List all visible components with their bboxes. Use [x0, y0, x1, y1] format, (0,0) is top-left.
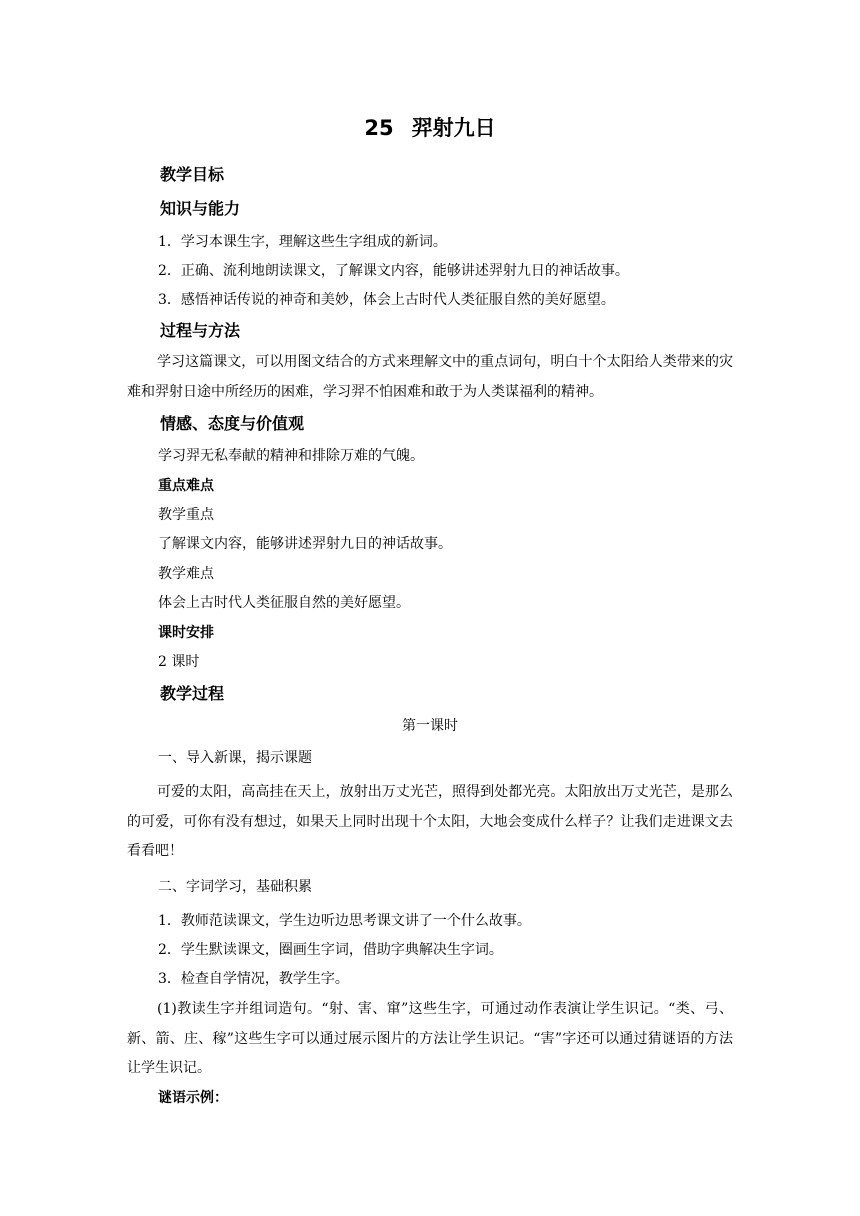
section-2-heading: 二、字词学习，基础积累: [158, 879, 312, 895]
heading-schedule: 课时安排: [158, 625, 214, 641]
section-2-item-1: 1．教师范读课文，学生边听边思考课文讲了一个什么故事。: [158, 913, 531, 929]
teaching-difficulty-text: 体会上古时代人类征服自然的美好愿望。: [158, 595, 410, 611]
section-2-item-3: 3．检查自学情况，教学生字。: [158, 971, 349, 987]
section-1-text: 可爱的太阳，高高挂在天上，放射出万丈光芒，照得到处都光亮。太阳放出万丈光芒，是那么的可爱，可你有没有想过，如果天上同时出现十个太阳，大地会变成什么样子？让我们走进课文去看看吧！: [127, 784, 733, 859]
heading-knowledge-ability: 知识与能力: [160, 199, 241, 218]
section-2-item-2: 2．学生默读课文，圈画生字词，借助字典解决生字词。: [158, 942, 503, 958]
heading-emotion-values: 情感、态度与价值观: [160, 414, 305, 433]
schedule-text: 2 课时: [158, 654, 200, 670]
section-1-heading: 一、导入新课，揭示课题: [158, 750, 312, 766]
teaching-focus-label: 教学重点: [158, 507, 214, 523]
first-lesson-title: 第一课时: [402, 718, 458, 734]
knowledge-item-3: 3．感悟神话传说的神奇和美妙，体会上古时代人类征服自然的美好愿望。: [158, 292, 615, 308]
knowledge-item-1: 1．学习本课生字，理解这些生字组成的新词。: [158, 234, 447, 250]
heading-key-difficulties: 重点难点: [158, 478, 214, 494]
heading-teaching-process: 教学过程: [160, 684, 225, 703]
lesson-number: 25: [364, 116, 394, 140]
lesson-title-text: 羿射九日: [411, 116, 496, 140]
knowledge-item-2: 2．正确、流利地朗读课文，了解课文内容，能够讲述羿射九日的神话故事。: [158, 263, 629, 279]
teaching-difficulty-label: 教学难点: [158, 566, 214, 582]
section-2-detail: (1)教读生字并组词造句。“射、害、窜”这些生字，可通过动作表演让学生识记。“类、弓、新、箭、庄、稼”这些生字可以通过展示图片的方法让学生识记。“害”字还可以通过猜谜语的方法让学生识记。: [127, 1001, 733, 1076]
lesson-title: [0, 114, 860, 142]
process-method-text: 学习这篇课文，可以用图文结合的方式来理解文中的重点词句，明白十个太阳给人类带来的灾难和羿射日途中所经历的困难，学习羿不怕困难和敢于为人类谋福利的精神。: [127, 354, 733, 400]
emotion-values-text: 学习羿无私奉献的精神和排除万难的气魄。: [158, 448, 424, 464]
heading-process-method: 过程与方法: [160, 321, 241, 340]
heading-teaching-goals: 教学目标: [160, 165, 225, 184]
riddle-example-label: 谜语示例：: [158, 1090, 228, 1106]
teaching-focus-text: 了解课文内容，能够讲述羿射九日的神话故事。: [158, 536, 452, 552]
